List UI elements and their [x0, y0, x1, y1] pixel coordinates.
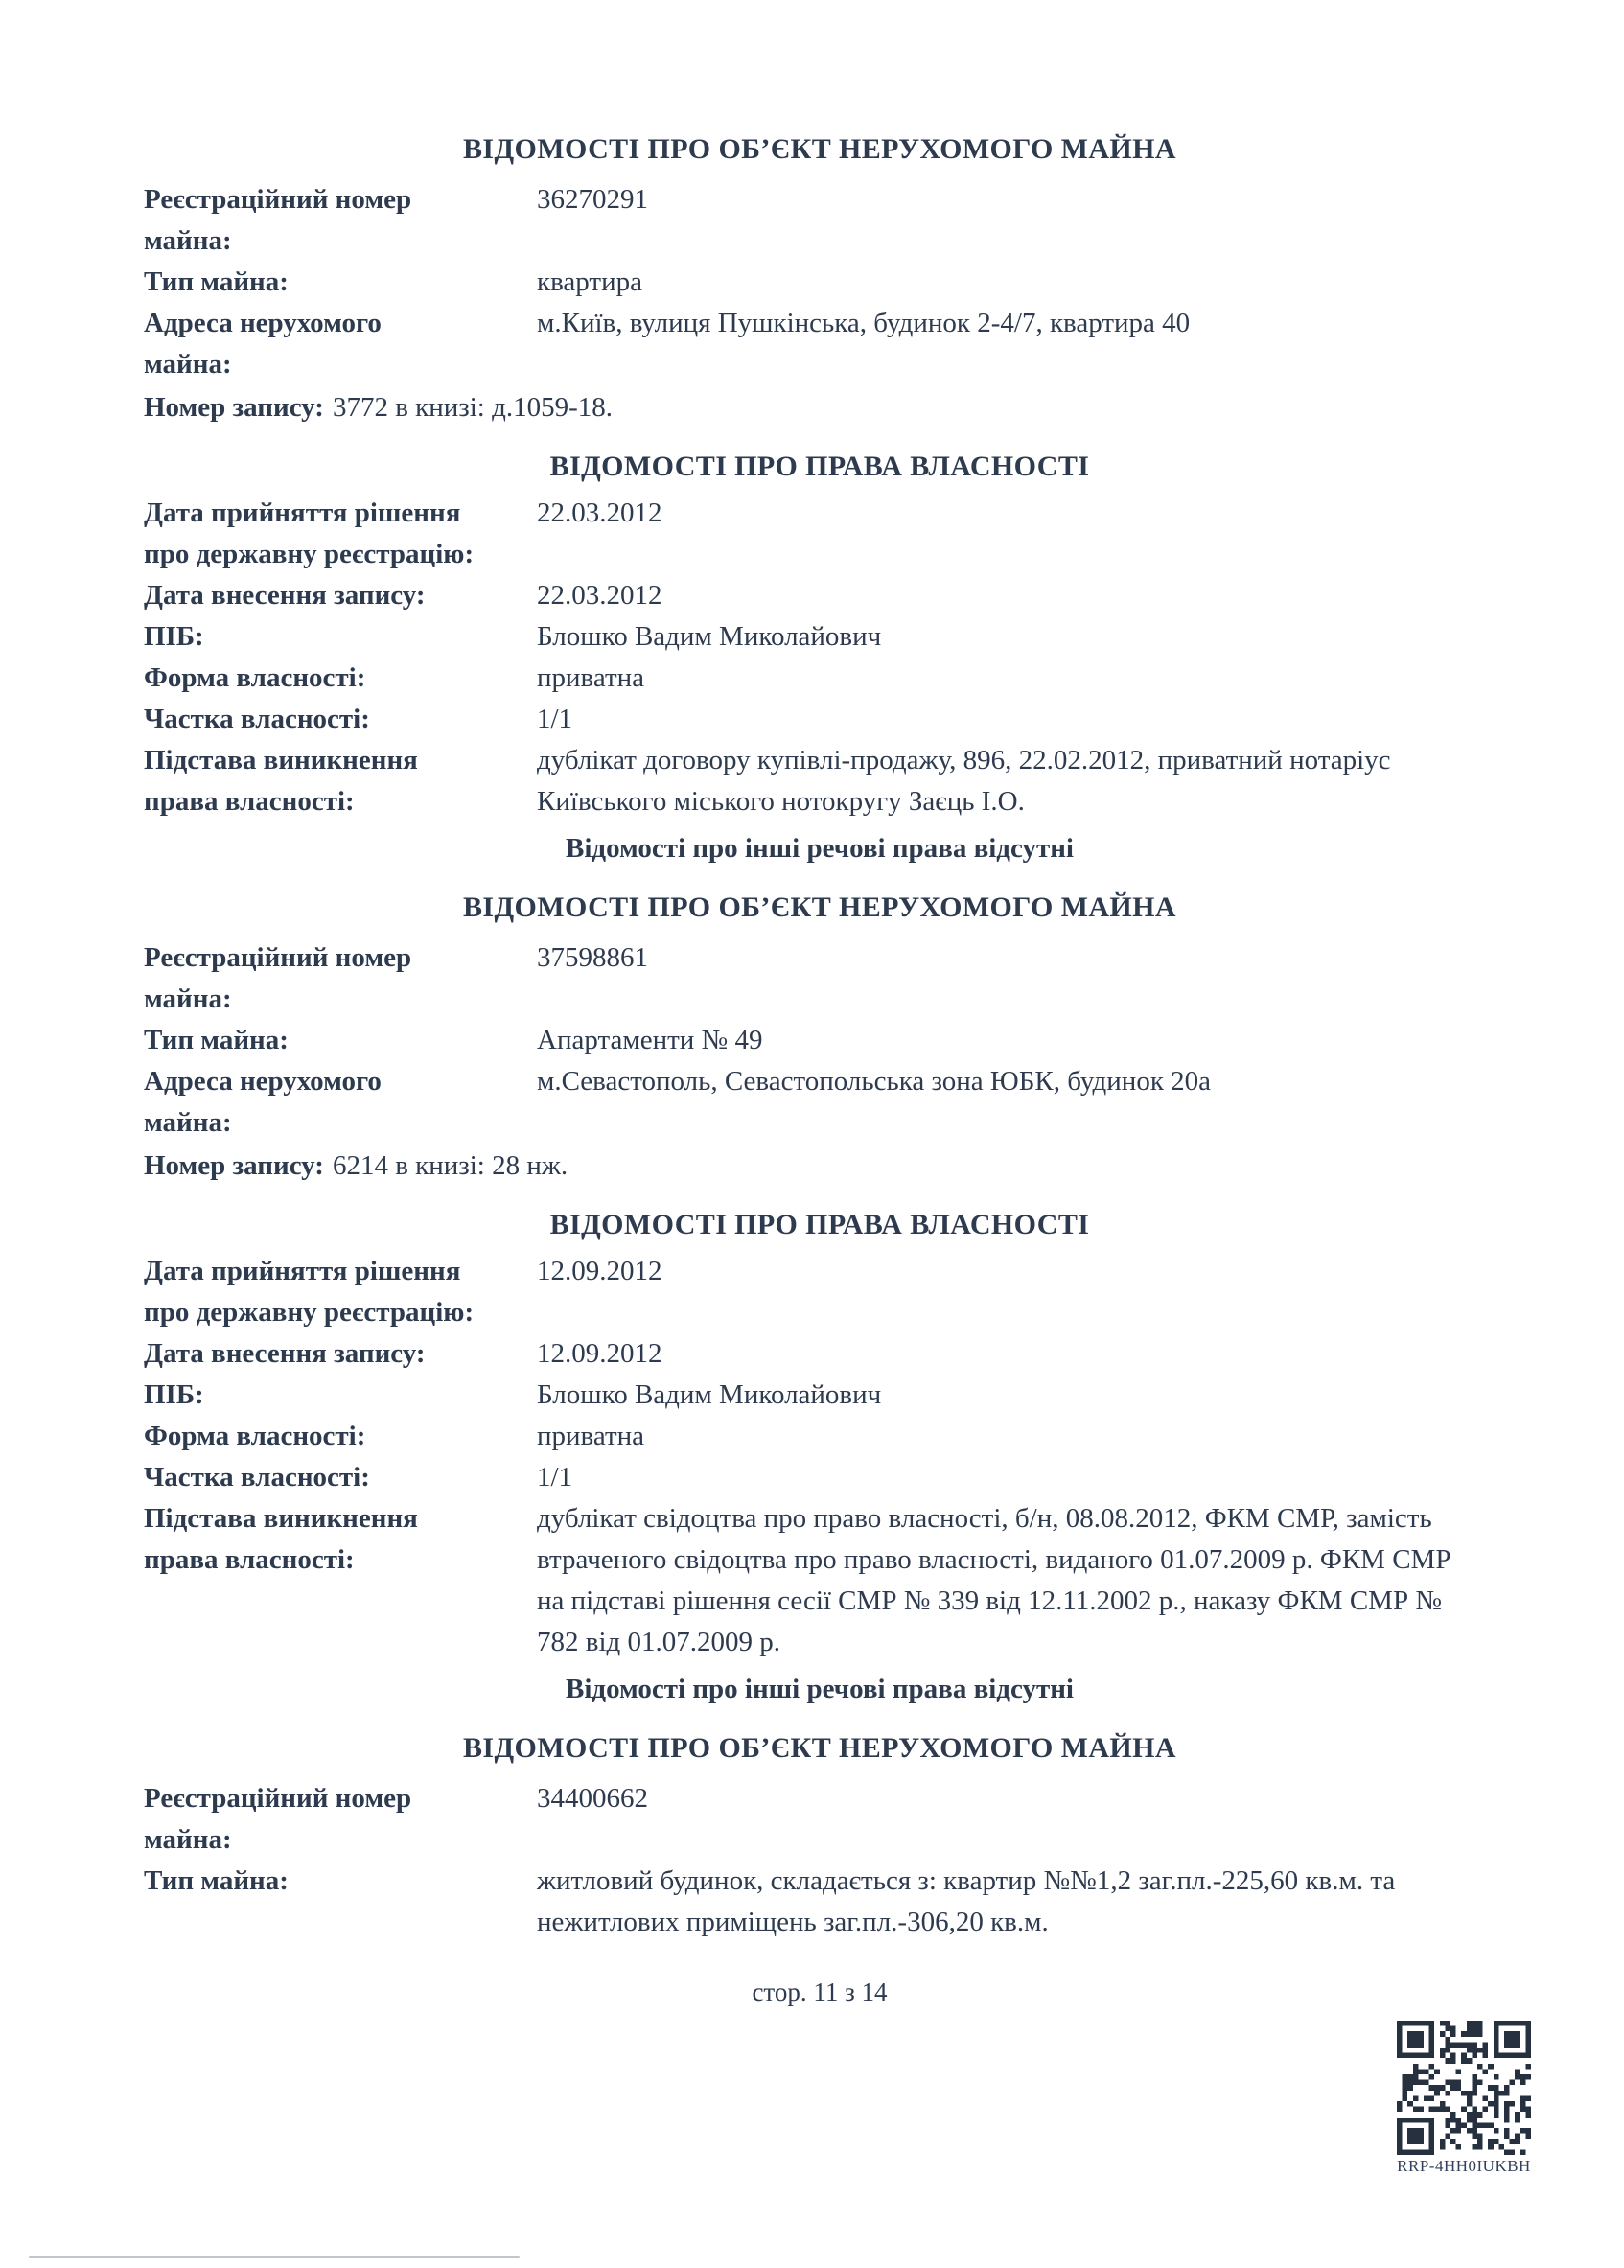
record-text: 6214 в книзі: 28 нж. [332, 1150, 568, 1181]
section-title-rights-2: ВІДОМОСТІ ПРО ПРАВА ВЛАСНОСТІ [549, 1209, 1090, 1240]
qr-code [1397, 2021, 1531, 2155]
field-label: Тип майна: [144, 266, 289, 297]
field-value: дублікат свідоцтва про право власності, б/н, 08.08.2012, ФКМ СМР, замість втраченого свідоцтва про право власності, виданого 01.07.2009 р. ФКМ СМР на підставі рішення сесії СМР № 339 від 12.11.2002 р., наказу ФКМ СМР № 782 від 01.07.2009 р. [537, 1503, 1451, 1657]
field-row [144, 575, 1496, 616]
field-value: приватна [537, 1421, 645, 1451]
record-label: Номер запису: [144, 392, 324, 423]
field-row [144, 1333, 1496, 1375]
field-row [144, 699, 1496, 740]
field-label: Дата внесення запису: [144, 580, 426, 611]
field-row [144, 740, 1496, 822]
document-content [144, 0, 1496, 2013]
field-label: Дата прийняття рішення про державну реєстрацію: [144, 1256, 475, 1328]
field-value: житловий будинок, складається з: квартир №№1,2 заг.пл.-225,60 кв.м. та нежитлових приміщень заг.пл.-306,20 кв.м. [537, 1865, 1396, 1937]
field-row [144, 1251, 1496, 1333]
field-label: Тип майна: [144, 1025, 289, 1055]
field-label: ПІБ: [144, 1379, 204, 1410]
section-title-object-2: ВІДОМОСТІ ПРО ОБ’ЄКТ НЕРУХОМОГО МАЙНА [463, 891, 1176, 923]
other-rights-note: Відомості про інші речові права відсутні [566, 833, 1074, 864]
section-title-rights-1: ВІДОМОСТІ ПРО ПРАВА ВЛАСНОСТІ [549, 451, 1090, 482]
field-row [144, 303, 1496, 385]
field-row [144, 1020, 1496, 1061]
page-number: стор. 11 з 14 [752, 1978, 888, 2006]
field-label: Дата внесення запису: [144, 1338, 426, 1369]
field-value: м.Севастополь, Севастопольська зона ЮБК, будинок 20а [537, 1066, 1212, 1097]
field-value: Блошко Вадим Миколайович [537, 621, 882, 652]
other-rights-note: Відомості про інші речові права відсутні [566, 1674, 1074, 1704]
section-title-object-1: ВІДОМОСТІ ПРО ОБ’ЄКТ НЕРУХОМОГО МАЙНА [463, 133, 1176, 165]
field-label: Тип майна: [144, 1865, 289, 1896]
field-label: Реєстраційний номер майна: [144, 942, 412, 1014]
field-label: Підстава виникнення права власності: [144, 1503, 418, 1575]
field-value: дублікат договору купівлі-продажу, 896, 22.02.2012, приватний нотаріус Київського міського нотокругу Заєць І.О. [537, 745, 1391, 817]
field-label: Реєстраційний номер майна: [144, 184, 412, 256]
field-value: приватна [537, 662, 645, 693]
section-title-object-3: ВІДОМОСТІ ПРО ОБ’ЄКТ НЕРУХОМОГО МАЙНА [463, 1732, 1176, 1764]
qr-caption: RRP-4HH0IUKBH [1397, 2157, 1531, 2175]
field-label: Адреса нерухомого майна: [144, 1066, 382, 1138]
field-value: Блошко Вадим Миколайович [537, 1379, 882, 1410]
field-row [144, 1416, 1496, 1457]
field-row [144, 1457, 1496, 1498]
field-row [144, 262, 1496, 303]
field-row [144, 1861, 1496, 1943]
field-label: Частка власності: [144, 704, 370, 734]
field-row [144, 1061, 1496, 1144]
field-row [144, 616, 1496, 658]
field-label: Форма власності: [144, 1421, 366, 1451]
record-line [144, 1146, 1496, 1187]
field-value: м.Київ, вулиця Пушкінська, будинок 2-4/7, квартира 40 [537, 308, 1191, 338]
field-row [144, 1498, 1496, 1663]
field-row [144, 493, 1496, 575]
field-value: 37598861 [537, 942, 648, 973]
record-line [144, 387, 1496, 428]
field-label: Реєстраційний номер майна: [144, 1783, 412, 1855]
field-row [144, 658, 1496, 699]
field-label: Адреса нерухомого майна: [144, 308, 382, 380]
qr-code-image [1397, 2021, 1531, 2155]
field-value: 1/1 [537, 704, 573, 734]
field-value: Апартаменти № 49 [537, 1025, 763, 1055]
field-label: Дата прийняття рішення про державну реєстрацію: [144, 498, 475, 569]
field-row [144, 937, 1496, 1020]
field-value: 34400662 [537, 1783, 648, 1814]
field-value: 36270291 [537, 184, 648, 215]
field-row [144, 179, 1496, 262]
field-label: Форма власності: [144, 662, 366, 693]
field-label: Підстава виникнення права власності: [144, 745, 418, 817]
record-label: Номер запису: [144, 1150, 324, 1181]
scan-artifact-line [29, 2256, 520, 2258]
field-value: 1/1 [537, 1462, 573, 1493]
field-value: 22.03.2012 [537, 580, 662, 611]
field-label: Частка власності: [144, 1462, 370, 1493]
field-value: 12.09.2012 [537, 1256, 662, 1286]
field-value: 22.03.2012 [537, 498, 662, 528]
field-row [144, 1778, 1496, 1861]
record-text: 3772 в книзі: д.1059-18. [332, 392, 614, 423]
field-value: квартира [537, 266, 642, 297]
field-label: ПІБ: [144, 621, 204, 652]
field-value: 12.09.2012 [537, 1338, 662, 1369]
field-row [144, 1375, 1496, 1416]
